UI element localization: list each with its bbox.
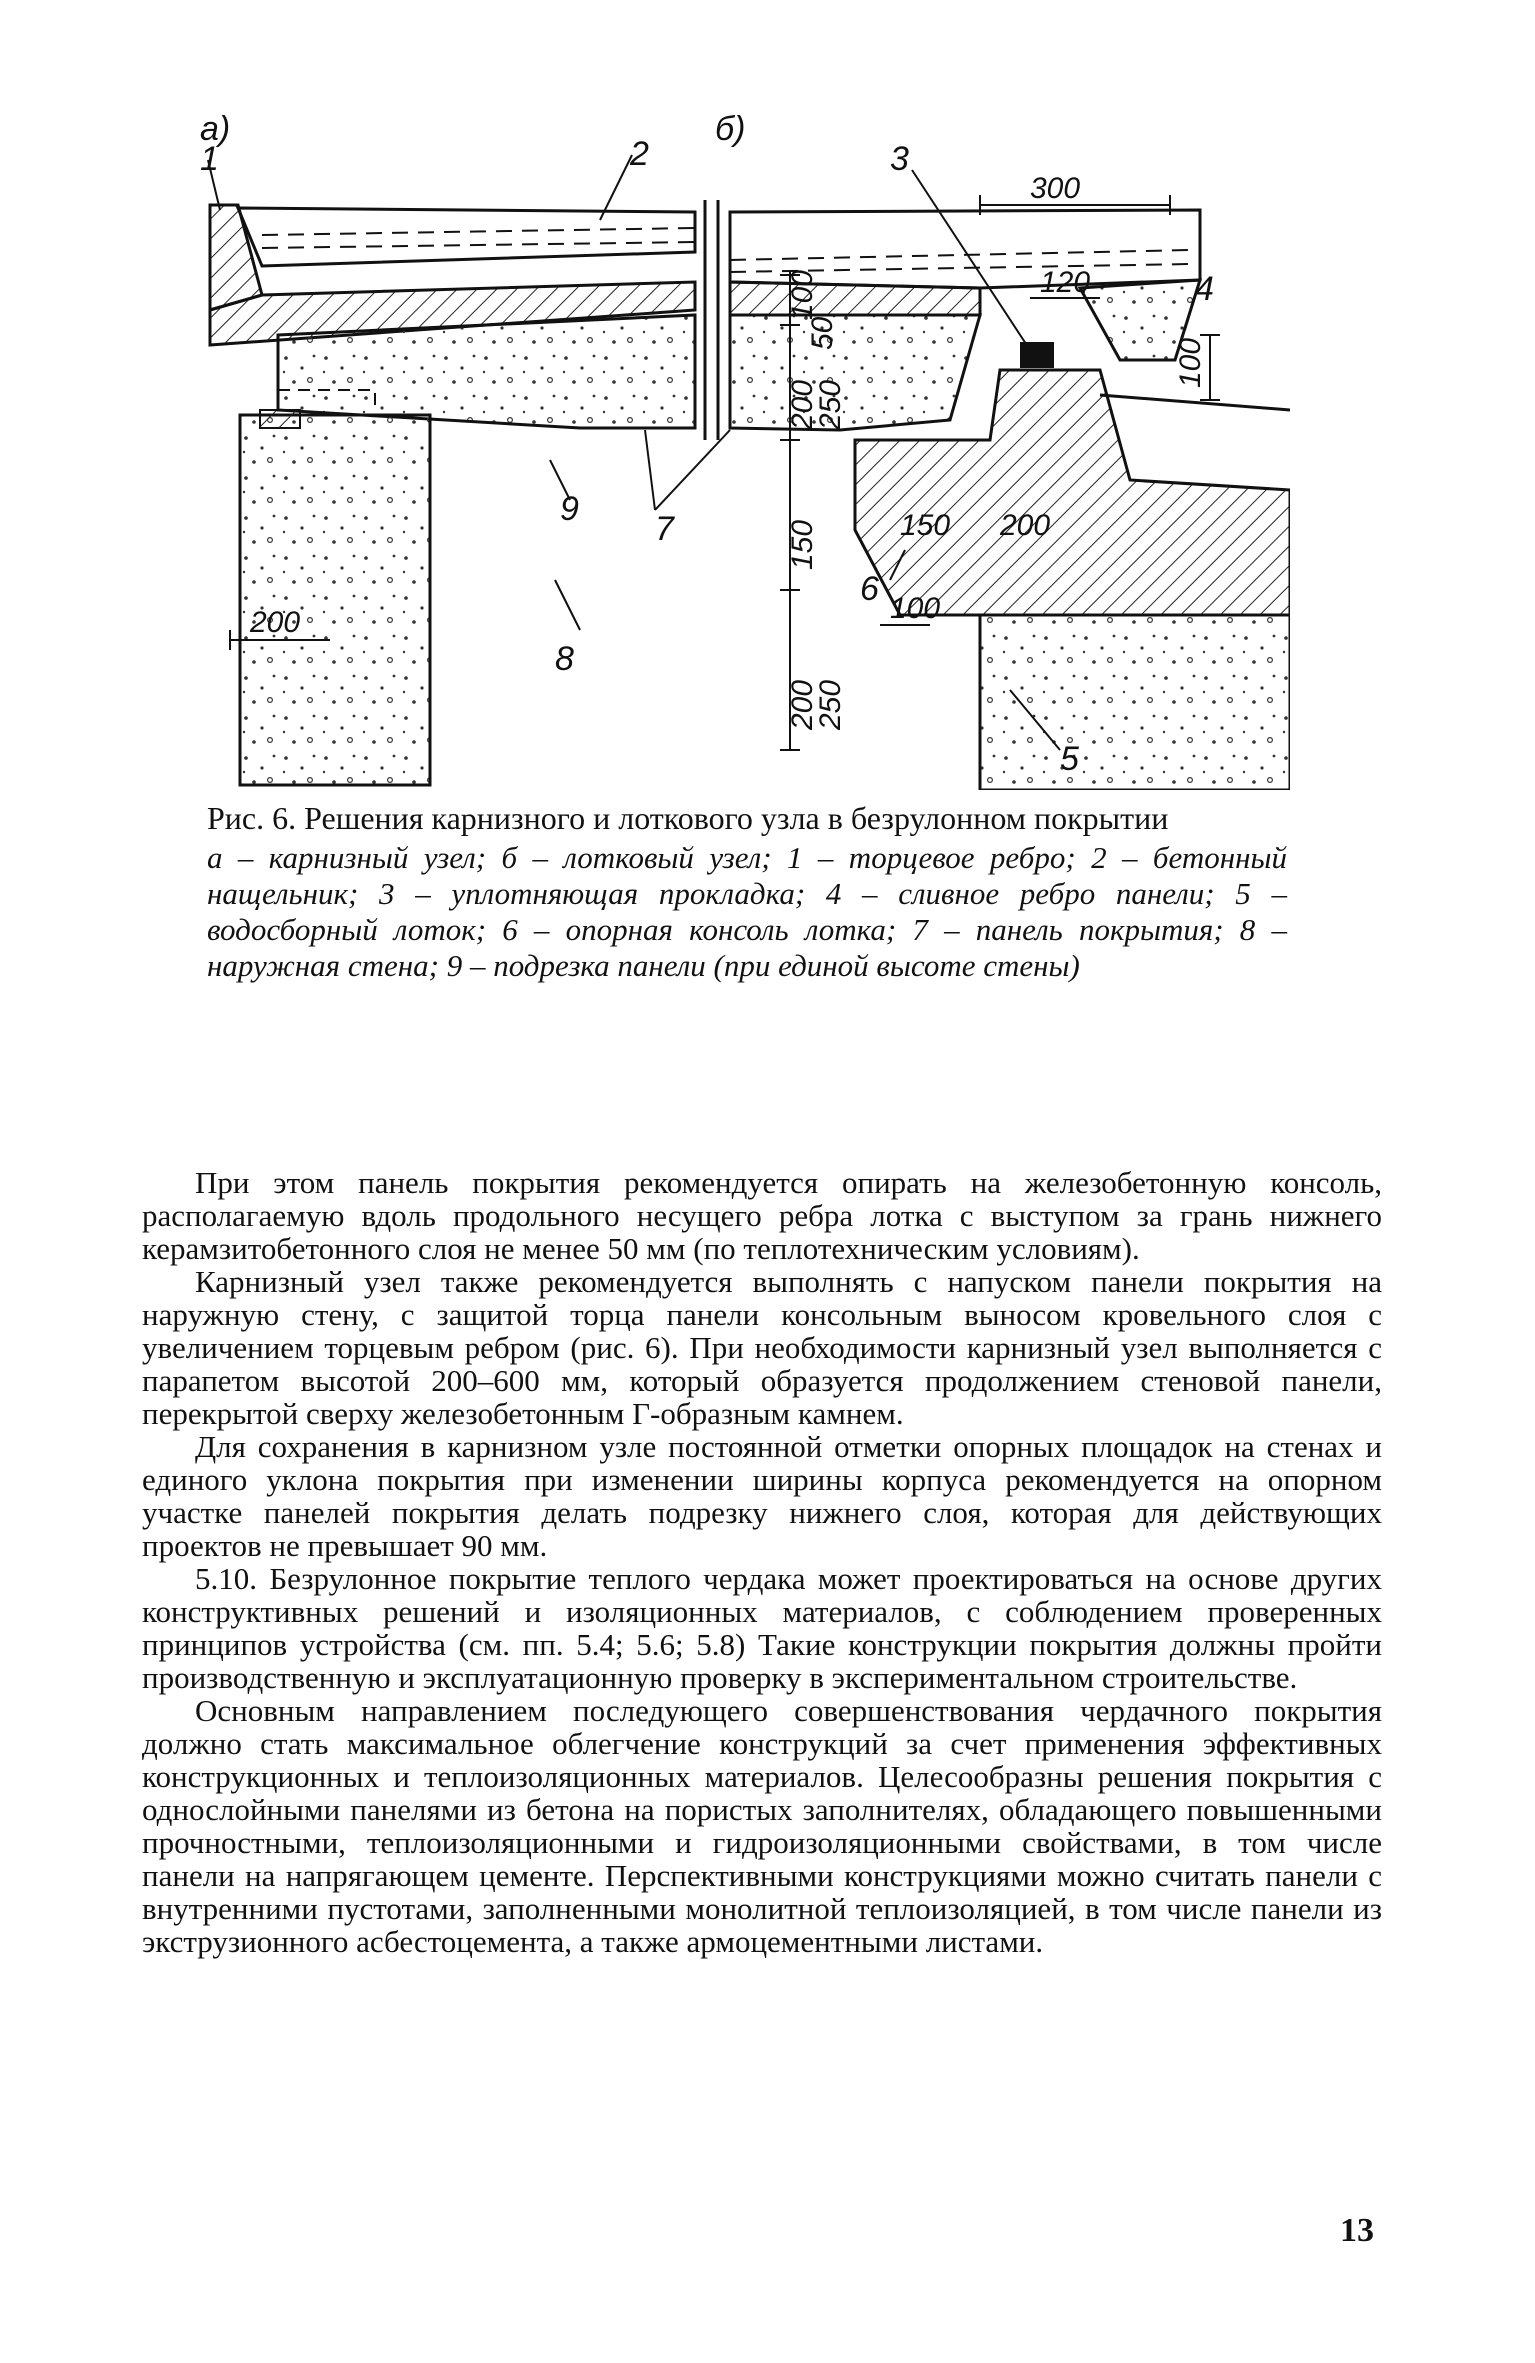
slope-line	[1100, 395, 1290, 410]
dimension-150: 150	[786, 519, 819, 570]
dimension-250: 250	[814, 379, 847, 430]
paragraph-1: При этом панель покрытия рекомендуется опирать на железобетонную консоль, располагаемую вдоль продольного несущего ребра лотка с выступом за грань нижнего керамзитобетонного слоя не менее 50 мм (по теплотехническим условиям).	[142, 1165, 1382, 1266]
dimension-150-tray: 150	[900, 509, 951, 542]
paragraph-3: Для сохранения в карнизном узле постоянной отметки опорных площадок на стенах и единого уклона покрытия при изменении ширины корпуса рекомендуется на опорном участке панелей покрытия делать подрезку нижнего слоя, которая для действующих проектов не превышает 90 мм.	[142, 1429, 1382, 1563]
right-roof-layer	[730, 282, 980, 315]
eaves-node-drawing	[210, 205, 695, 785]
dimension-300: 300	[1030, 172, 1081, 205]
dimension-200-left: 200	[250, 606, 301, 639]
dimension-200-tray: 200	[1000, 509, 1051, 542]
body-text	[142, 1166, 1382, 1958]
roof-panel	[278, 315, 695, 428]
callout-9: 9	[560, 490, 579, 528]
dimension-100-tray: 100	[890, 592, 941, 625]
dimension-100: 100	[786, 269, 819, 320]
page-number: 13	[1340, 2212, 1374, 2249]
callout-8: 8	[555, 640, 574, 678]
paragraph-2: Карнизный узел также рекомендуется выполнять с напуском панели покрытия на наружную стену, с защитой торца панели консольным выносом кровельного слоя с увеличением торцевым ребром (рис. 6). При необходимости карнизный узел выполняется с парапетом высотой 200–600 мм, который образуется продолжением стеновой панели, перекрытой сверху железобетонным Г-образным камнем.	[142, 1264, 1382, 1431]
right-roof-panel	[730, 315, 980, 430]
paragraph-5: Основным направлением последующего совершенствования чердачного покрытия должно стать максимальное облегчение конструкций за счет применения эффективных конструкционных и теплоизоляционных материалов. Целесообразны решения покрытия с однослойными панелями из бетона на пористых заполнителях, обладающего повышенными прочностными, теплоизоляционными и гидроизоляционными свойствами, в том числе панели на напрягающем цементе. Перспективными конструкциями можно считать панели с внутренними пустотами, заполненными монолитной теплоизоляцией, в том числе панели из экструзионного асбестоцемента, а также армоцементными листами.	[142, 1693, 1382, 1959]
callout-7: 7	[655, 510, 674, 548]
dimension-250-low: 250	[814, 679, 847, 730]
callout-6: 6	[860, 570, 879, 608]
caption-title: Рис. 6. Решения карнизного и лоткового узла в безрулонном покрытии	[207, 800, 1169, 836]
bearing-pad	[260, 410, 300, 428]
figure-caption	[207, 800, 1287, 984]
view-label-b: б)	[715, 110, 746, 148]
callout-2: 2	[630, 135, 649, 173]
dimension-120: 120	[1040, 266, 1091, 299]
outer-wall	[240, 415, 430, 785]
callout-5: 5	[1060, 740, 1079, 778]
section-drawing	[200, 110, 1290, 790]
callout-3: 3	[890, 140, 909, 178]
dimension-50: 50	[806, 316, 839, 350]
callout-1: 1	[200, 140, 219, 178]
concrete-cover-strip	[238, 208, 695, 266]
callout-4: 4	[1195, 270, 1214, 308]
tray-wall	[980, 615, 1290, 790]
dimension-200: 200	[786, 379, 819, 430]
dimension-100-right: 100	[1174, 337, 1207, 388]
caption-legend: а – карнизный узел; б – лотковый узел; 1 – торцевое ребро; 2 – бетонный нащельник; 3 – уплотняющая прокладка; 4 – сливное ребро панели; 5 – водосборный лоток; 6 – опорная консоль лотка; 7 – панель покрытия; 8 – наружная стена; 9 – подрезка панели (при единой высоте стены)	[207, 840, 1287, 983]
sealing-gasket	[1020, 342, 1054, 368]
paragraph-4: 5.10. Безрулонное покрытие теплого чердака может проектироваться на основе других конструктивных решений и изоляционных материалов, с соблюдением проверенных принципов устройства (см. пп. 5.4; 5.6; 5.8) Такие конструкции покрытия должны пройти производственную и эксплуатационную проверку в экспериментальном строительстве.	[142, 1561, 1382, 1695]
figure-drawing	[200, 110, 1290, 790]
view-label-a: а)	[200, 110, 231, 148]
dimension-200-low: 200	[786, 679, 819, 730]
